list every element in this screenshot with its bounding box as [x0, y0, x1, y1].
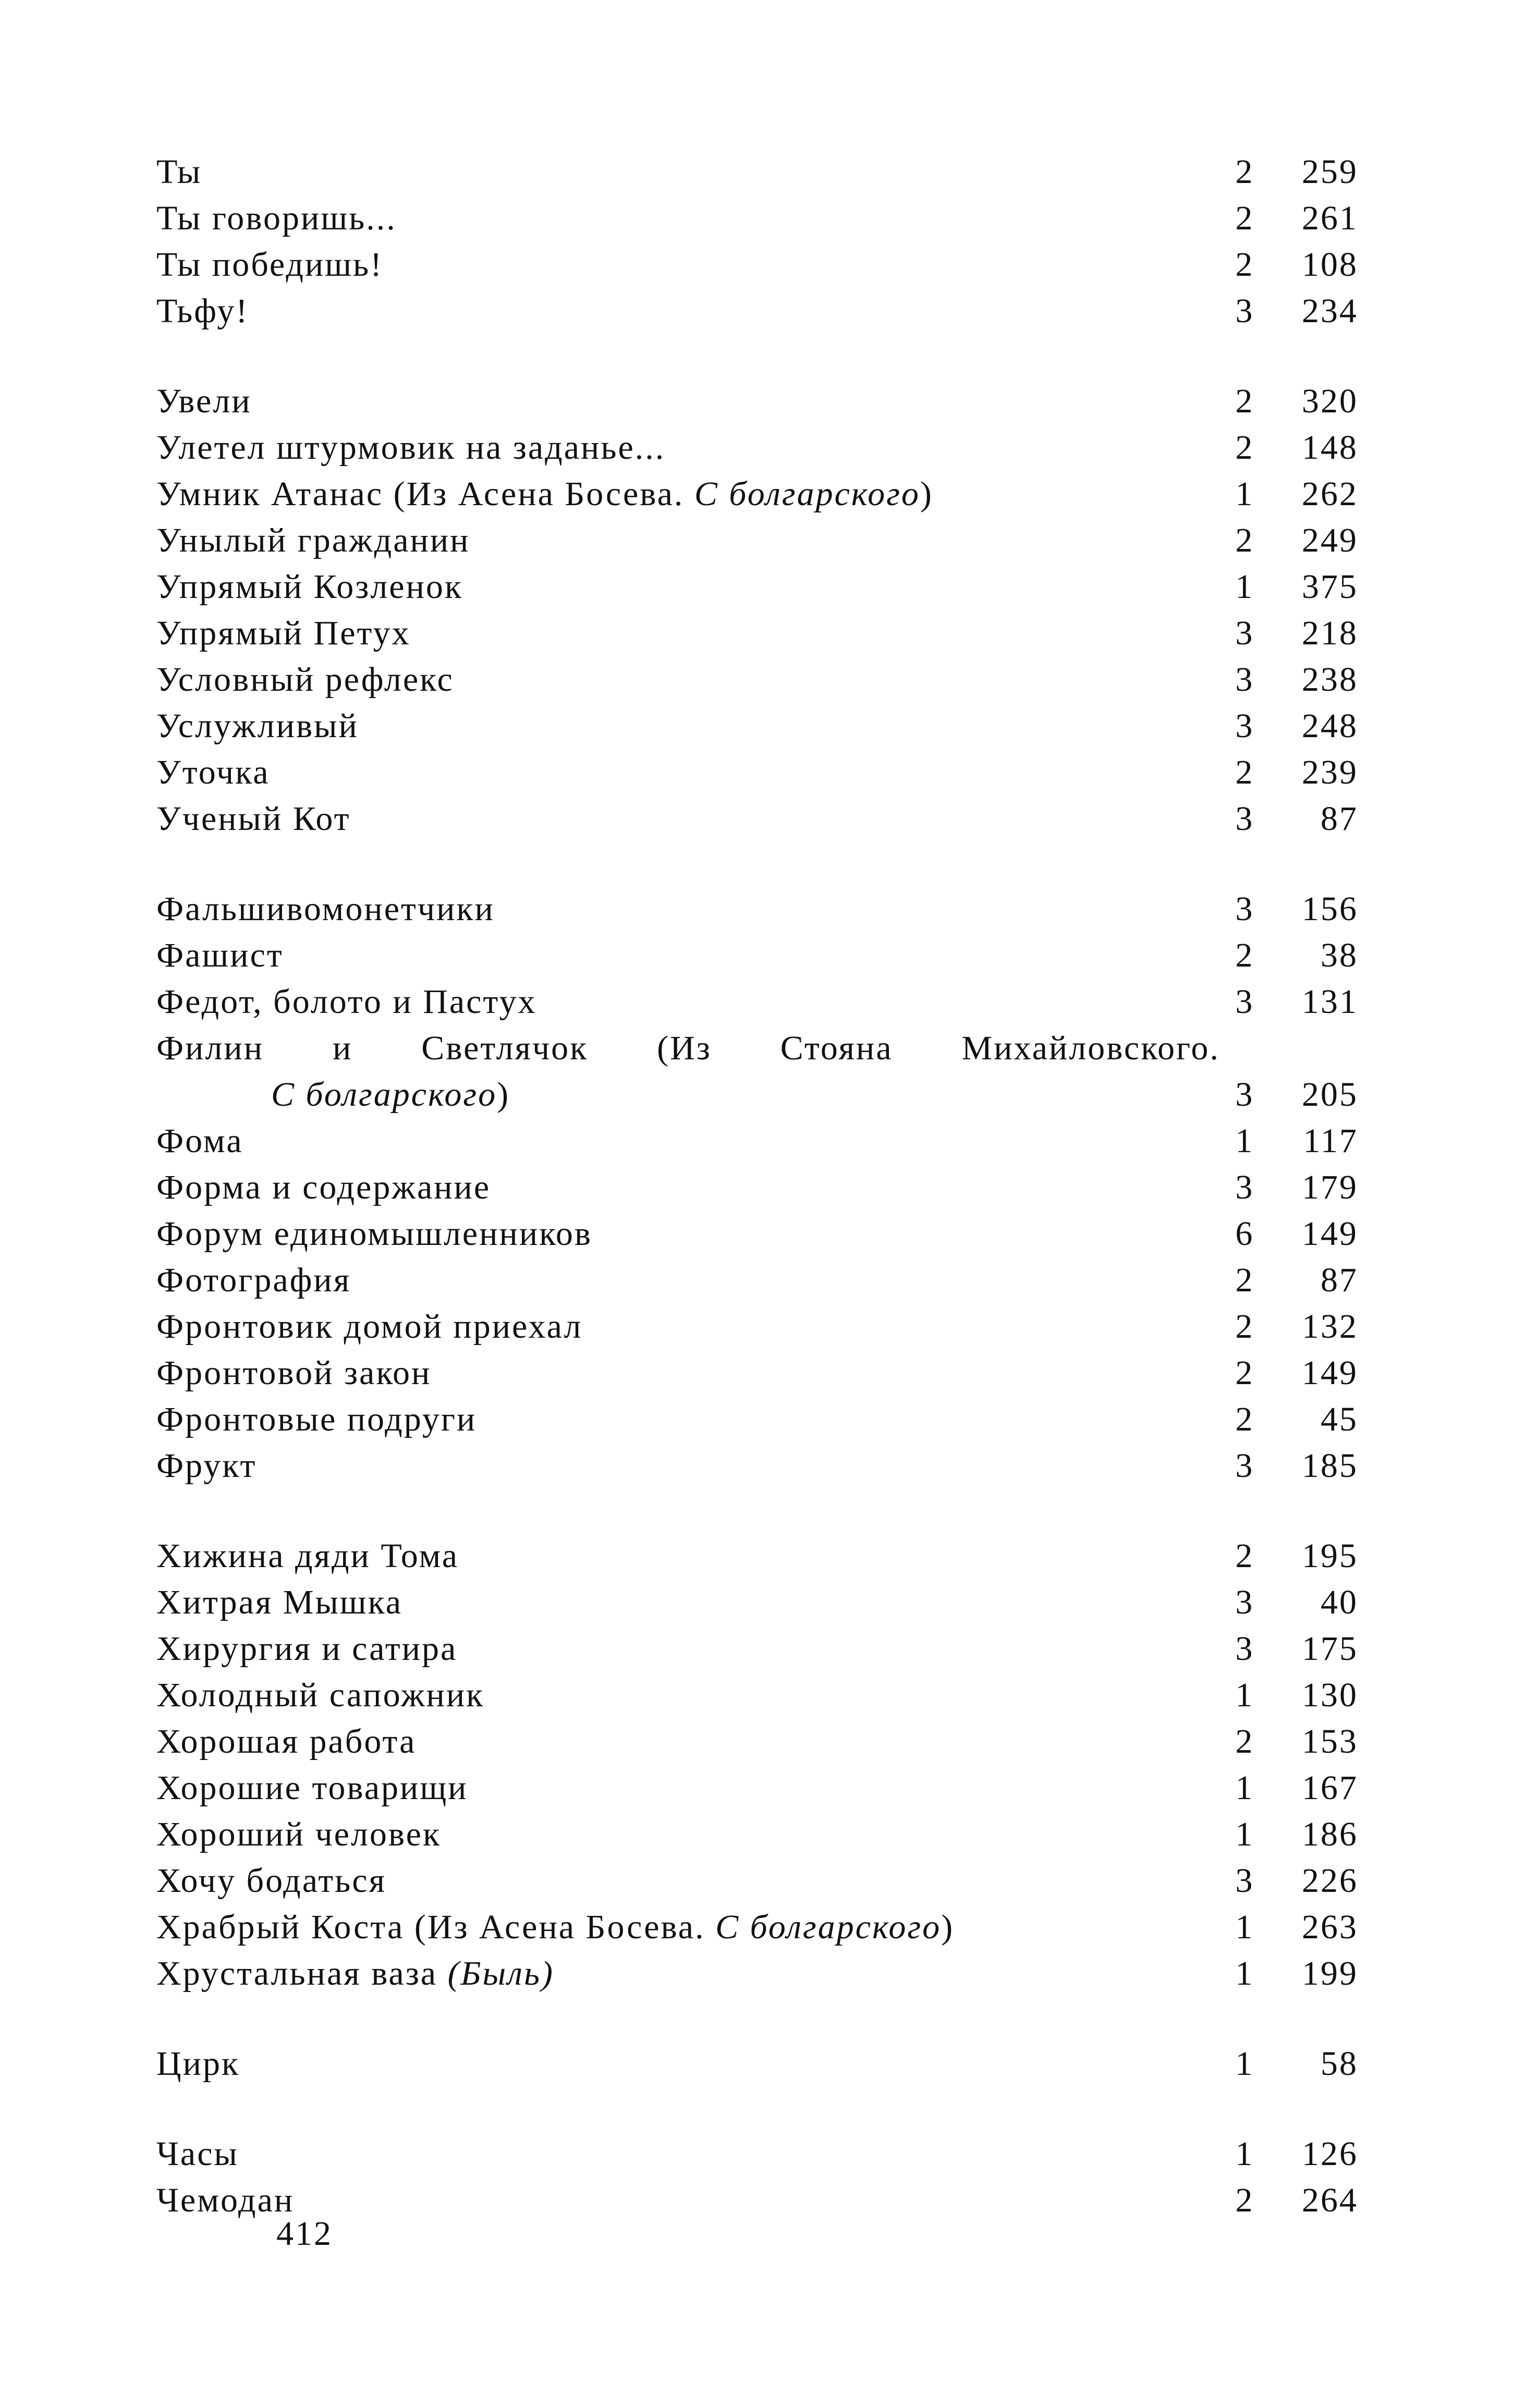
index-entry: [156, 1303, 1408, 1350]
entry-title: [156, 195, 1220, 241]
entry-volume: 2: [1235, 1400, 1254, 1438]
entry-page: 239: [1302, 753, 1358, 791]
index-entry: [156, 1765, 1408, 1811]
entry-title: [156, 288, 1220, 334]
entry-title-text: Хочу бодаться: [156, 1862, 386, 1900]
entry-title: [156, 796, 1220, 842]
entry-title: [156, 564, 1220, 610]
index-entry: [156, 2177, 1408, 2223]
entry-page: 175: [1302, 1630, 1358, 1668]
entry-volume: 2: [1235, 1537, 1254, 1575]
entry-volume: 3: [1235, 890, 1254, 928]
index-entry: [156, 610, 1408, 656]
entry-title: [156, 1211, 1220, 1257]
index-entry: [156, 517, 1408, 564]
entry-title: [156, 517, 1220, 564]
entry-title: [156, 749, 1220, 796]
entry-title-text: Упрямый Козленок: [156, 568, 463, 606]
entry-page: 167: [1302, 1769, 1358, 1807]
entry-volume: 3: [1235, 707, 1254, 745]
index-entry: [156, 1857, 1408, 1904]
index-section: [156, 886, 1408, 1489]
entry-page: 87: [1321, 800, 1358, 838]
entry-title: [156, 1025, 1220, 1071]
entry-title-text: Тьфу!: [156, 292, 249, 330]
entry-page: 261: [1302, 199, 1358, 237]
entry-page: 249: [1302, 521, 1358, 559]
entry-page: 148: [1302, 429, 1358, 467]
index-list: [156, 149, 1408, 2267]
entry-page: 108: [1302, 246, 1358, 284]
entry-volume: 1: [1235, 2045, 1254, 2083]
index-entry: [156, 1211, 1408, 1257]
entry-title: [156, 2040, 1220, 2087]
entry-page: 38: [1321, 936, 1358, 974]
entry-page: 199: [1302, 1954, 1358, 1993]
entry-volume: 3: [1235, 983, 1254, 1021]
entry-page: 264: [1302, 2181, 1358, 2219]
entry-title-text: Фронтовые подруги: [156, 1400, 477, 1438]
entry-volume: 6: [1235, 1215, 1254, 1253]
index-entry: [156, 564, 1408, 610]
entry-volume: 2: [1235, 246, 1254, 284]
entry-page: 186: [1302, 1815, 1358, 1853]
entry-page: 205: [1302, 1075, 1358, 1114]
entry-volume: 3: [1235, 1168, 1254, 1206]
entry-page: 238: [1302, 661, 1358, 699]
entry-volume: 3: [1235, 661, 1254, 699]
index-entry: [156, 656, 1408, 703]
entry-volume: 2: [1235, 1722, 1254, 1761]
entry-title: [156, 1533, 1220, 1579]
entry-title: [156, 1950, 1220, 1997]
entry-title: [156, 424, 1220, 471]
entry-title: [156, 1811, 1220, 1857]
entry-volume: 2: [1235, 1307, 1254, 1346]
entry-page: 40: [1321, 1583, 1358, 1621]
index-entry: [156, 932, 1408, 979]
index-entry: [156, 979, 1408, 1025]
index-entry: [156, 1396, 1408, 1443]
entry-volume: 2: [1235, 521, 1254, 559]
entry-title-text: Форма и содержание: [156, 1168, 491, 1206]
entry-title: [156, 1857, 1220, 1904]
index-entry: [156, 1533, 1408, 1579]
entry-volume: 1: [1235, 1122, 1254, 1160]
entry-volume: 1: [1235, 1954, 1254, 1993]
entry-volume: 1: [1235, 1676, 1254, 1714]
entry-volume: 2: [1235, 199, 1254, 237]
entry-title-text: Холодный сапожник: [156, 1676, 485, 1714]
index-entry: [156, 195, 1408, 241]
entry-title-text: Хижина дяди Тома: [156, 1537, 459, 1575]
entry-title: [156, 656, 1220, 703]
index-section: [156, 2040, 1408, 2087]
entry-volume: 1: [1235, 1815, 1254, 1853]
entry-title-text: Ученый Кот: [156, 800, 351, 838]
entry-title-text: Услужливый: [156, 707, 359, 745]
entry-page: 45: [1321, 1400, 1358, 1438]
entry-title: [156, 1672, 1220, 1718]
entry-title: [156, 241, 1220, 288]
index-entry: [156, 2040, 1408, 2087]
entry-title-text: Ты победишь!: [156, 246, 384, 284]
entry-title: [156, 1164, 1220, 1211]
entry-title: [156, 1904, 1220, 1950]
entry-volume: 2: [1235, 1354, 1254, 1392]
index-entry: [156, 1904, 1408, 1950]
entry-page: 195: [1302, 1537, 1358, 1575]
entry-page: 131: [1302, 983, 1358, 1021]
index-entry: [156, 149, 1408, 195]
index-section: [156, 2131, 1408, 2223]
index-entry: [156, 1718, 1408, 1765]
index-entry: [156, 796, 1408, 842]
entry-title-text: Упрямый Петух: [156, 614, 411, 652]
entry-close: ): [941, 1908, 955, 1946]
index-section: [156, 1533, 1408, 1997]
entry-volume: 2: [1235, 753, 1254, 791]
entry-volume: 3: [1235, 614, 1254, 652]
entry-title: [156, 1765, 1220, 1811]
index-entry: [156, 703, 1408, 749]
entry-page: 153: [1302, 1722, 1358, 1761]
entry-title: [156, 1718, 1220, 1765]
entry-title-text: Хорошие товарищи: [156, 1769, 468, 1807]
entry-page: 375: [1302, 568, 1358, 606]
entry-title-text: Умник Атанас (Из Асена Босева.: [156, 475, 694, 513]
entry-title-text: Уточка: [156, 753, 270, 791]
entry-title: [156, 1443, 1220, 1489]
entry-title-text: Часы: [156, 2135, 239, 2173]
entry-title-text: Фальшивомонетчики: [156, 890, 495, 928]
entry-page: 132: [1302, 1307, 1358, 1346]
entry-page: 117: [1303, 1122, 1358, 1160]
entry-page: 58: [1321, 2045, 1358, 2083]
entry-title: [156, 1118, 1220, 1164]
entry-title: [156, 1625, 1220, 1672]
entry-volume: 1: [1235, 1769, 1254, 1807]
entry-title: [156, 1257, 1220, 1303]
entry-title-text: Унылый гражданин: [156, 521, 470, 559]
index-entry: [156, 1257, 1408, 1303]
entry-page: 218: [1302, 614, 1358, 652]
entry-page: 248: [1302, 707, 1358, 745]
index-entry: [156, 1672, 1408, 1718]
entry-title-text: Хорошая работа: [156, 1722, 417, 1761]
entry-title: [156, 1350, 1220, 1396]
entry-page: 126: [1302, 2135, 1358, 2173]
entry-volume: 3: [1235, 1630, 1254, 1668]
index-entry: [156, 424, 1408, 471]
entry-title-text: Ты говоришь...: [156, 199, 397, 237]
entry-volume: 3: [1235, 1075, 1254, 1114]
entry-title-text: Фотография: [156, 1261, 351, 1299]
entry-title: [156, 1071, 1220, 1118]
index-entry: [156, 1350, 1408, 1396]
entry-page: 259: [1302, 153, 1358, 191]
entry-page: 262: [1302, 475, 1358, 513]
entry-close: ): [497, 1075, 510, 1114]
entry-title-text: Форум единомышленников: [156, 1215, 593, 1253]
entry-title: [156, 1303, 1220, 1350]
index-entry: [156, 1950, 1408, 1997]
entry-title: [156, 932, 1220, 979]
index-entry: [156, 1579, 1408, 1625]
entry-note: С болгарского: [694, 475, 921, 513]
entry-volume: 1: [1235, 568, 1254, 606]
entry-page: 156: [1302, 890, 1358, 928]
entry-volume: 3: [1235, 292, 1254, 330]
index-entry: [156, 1118, 1408, 1164]
entry-title-text: Хороший человек: [156, 1815, 442, 1853]
entry-volume: 2: [1235, 382, 1254, 420]
entry-title: [156, 1396, 1220, 1443]
entry-volume: 3: [1235, 1862, 1254, 1900]
page-number: 412: [276, 2215, 333, 2253]
entry-title-text: Фронтовик домой приехал: [156, 1307, 583, 1346]
entry-title-text: Фома: [156, 1122, 243, 1160]
entry-title-text: Увели: [156, 382, 252, 420]
entry-page: 149: [1302, 1215, 1358, 1253]
index-entry: [156, 378, 1408, 424]
entry-title: [156, 979, 1220, 1025]
index-entry: [156, 288, 1408, 334]
entry-page: 234: [1302, 292, 1358, 330]
index-entry: [156, 886, 1408, 932]
entry-title-text: Ты: [156, 153, 202, 191]
entry-page: 263: [1302, 1908, 1358, 1946]
entry-volume: 2: [1235, 429, 1254, 467]
index-entry: [156, 241, 1408, 288]
entry-title-text: Храбрый Коста (Из Асена Босева.: [156, 1908, 716, 1946]
index-entry: [156, 749, 1408, 796]
entry-volume: 2: [1235, 153, 1254, 191]
entry-title-text: Фронтовой закон: [156, 1354, 432, 1392]
entry-page: 185: [1302, 1447, 1358, 1485]
index-entry: [156, 2131, 1408, 2177]
entry-title-text: Улетел штурмовик на заданье...: [156, 429, 666, 467]
entry-close: ): [920, 475, 934, 513]
entry-page: 130: [1302, 1676, 1358, 1714]
entry-volume: 1: [1235, 1908, 1254, 1946]
entry-page: 87: [1321, 1261, 1358, 1299]
entry-note: (Быль): [447, 1954, 554, 1993]
entry-title-text: Цирк: [156, 2045, 240, 2083]
index-entry: [156, 1811, 1408, 1857]
entry-note: С болгарского: [715, 1908, 942, 1946]
entry-volume: 2: [1235, 2181, 1254, 2219]
entry-note: С болгарского: [271, 1075, 497, 1114]
index-entry: [156, 471, 1408, 517]
entry-title: [156, 471, 1220, 517]
entry-page: 226: [1302, 1862, 1358, 1900]
entry-title-text: Федот, болото и Пастух: [156, 983, 537, 1021]
entry-page: 179: [1302, 1168, 1358, 1206]
entry-volume: 3: [1235, 1447, 1254, 1485]
index-entry: [156, 1025, 1408, 1071]
entry-title: [156, 1579, 1220, 1625]
index-entry: [156, 1071, 1408, 1118]
entry-title: [156, 703, 1220, 749]
entry-title: [156, 2131, 1220, 2177]
entry-page: 149: [1302, 1354, 1358, 1392]
entry-title-text: Фашист: [156, 936, 284, 974]
entry-title-text: Хитрая Мышка: [156, 1583, 402, 1621]
entry-title-text: Хрустальная ваза: [156, 1954, 448, 1993]
index-section: [156, 378, 1408, 842]
index-entry: [156, 1164, 1408, 1211]
entry-title-text: Условный рефлекс: [156, 661, 454, 699]
index-entry: [156, 1443, 1408, 1489]
entry-volume: 3: [1235, 1583, 1254, 1621]
entry-title: [156, 149, 1220, 195]
entry-volume: 2: [1235, 936, 1254, 974]
entry-title: [156, 610, 1220, 656]
entry-volume: 2: [1235, 1261, 1254, 1299]
entry-volume: 1: [1235, 2135, 1254, 2173]
entry-title-text: Хирургия и сатира: [156, 1630, 458, 1668]
entry-title-text: Чемодан: [156, 2181, 295, 2219]
entry-title-text: Филин и Светлячок (Из Стояна Михайловского.: [156, 1029, 1220, 1067]
entry-title-text: Фрукт: [156, 1447, 257, 1485]
index-entry: [156, 1625, 1408, 1672]
entry-volume: 3: [1235, 800, 1254, 838]
entry-page: 320: [1302, 382, 1358, 420]
entry-volume: 1: [1235, 475, 1254, 513]
index-section: [156, 149, 1408, 334]
entry-title: [156, 886, 1220, 932]
entry-title: [156, 378, 1220, 424]
